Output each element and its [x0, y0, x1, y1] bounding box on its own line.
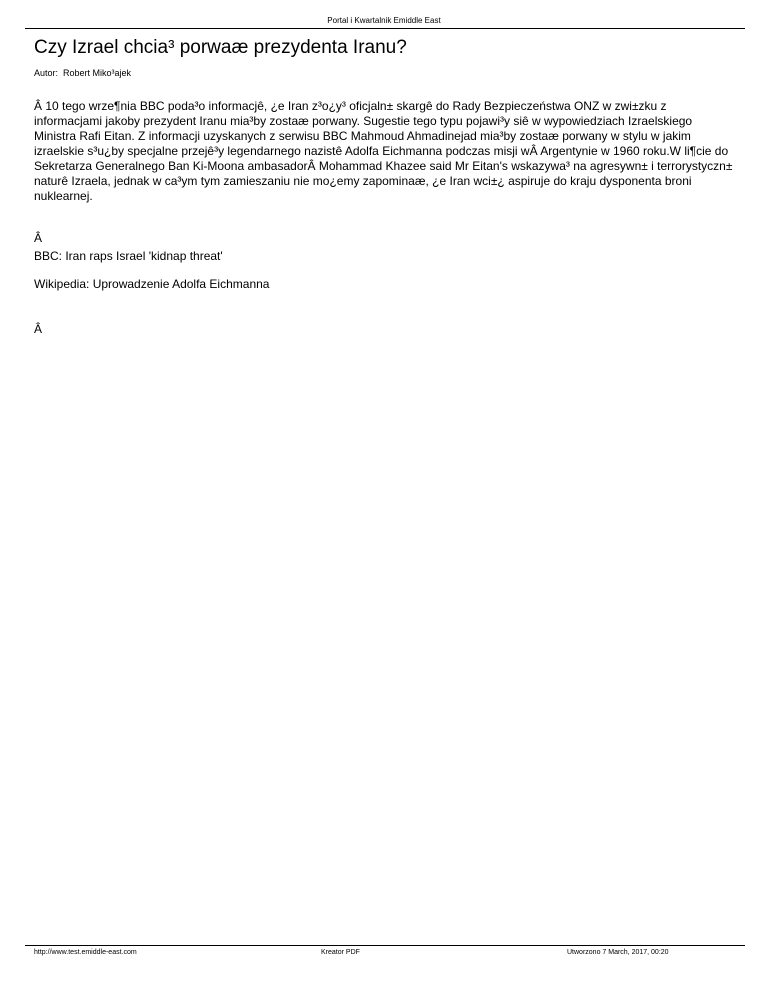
- footer-creator: Kreator PDF: [321, 949, 360, 956]
- article-title: Czy Izrael chcia³ porwaæ prezydenta Iranu?: [34, 37, 407, 58]
- source-link-wikipedia: [34, 277, 734, 292]
- source-link-bbc: [34, 249, 734, 264]
- author-label: Autor:: [34, 68, 59, 78]
- footer-url[interactable]: http://www.test.emiddle-east.com: [34, 949, 137, 956]
- bbc-link[interactable]: BBC: Iran raps Israel 'kidnap threat': [34, 249, 223, 263]
- header-divider: [25, 28, 745, 29]
- author-name: Robert Miko³ajek: [63, 68, 132, 78]
- wikipedia-link[interactable]: Wikipedia: Uprowadzenie Adolfa Eichmanna: [34, 277, 270, 291]
- author-line: [34, 68, 131, 79]
- footer-divider: [25, 945, 745, 946]
- footer-created-date: Utworzono 7 March, 2017, 00:20: [567, 949, 669, 956]
- article-body: Â 10 tego wrze¶nia BBC poda³o informacjê, ¿e Iran z³o¿y³ oficjaln± skargê do Rady Bezpieczeństwa ONZ w zwi±zku z informacjami jakoby prezydent Iranu mia³by zostaæ porwany. Sugestie tego typu pojawi³y siê w wypowiedziach Izraelskiego Ministra Rafi Eitan. Z informacji uzyskanych z serwisu BBC Mahmoud Ahmadinejad mia³by zostaæ porwany w stylu w jakim izraelskie s³u¿by specjalne przejê³y legendarnego nazistê Adolfa Eichmanna podczas misji wÂ Argentynie w 1960 roku.W li¶cie do Sekretarza Generalnego Ban Ki-Moona ambasadorÂ Mohammad Khazee said Mr Eitan's wskazywa³ na agresywn± i terrorystyczn± naturê Izraela, jednak w ca³ym tym zamieszaniu nie mo¿emy zapominaæ, ¿e Iran wci±¿ aspiruje do kraju dysponenta broni nuklearnej.: [34, 99, 733, 203]
- encoding-artifact: Â: [34, 322, 43, 336]
- page-header-site: Portal i Kwartalnik Emiddle East: [327, 16, 441, 25]
- encoding-artifact: Â: [34, 231, 43, 245]
